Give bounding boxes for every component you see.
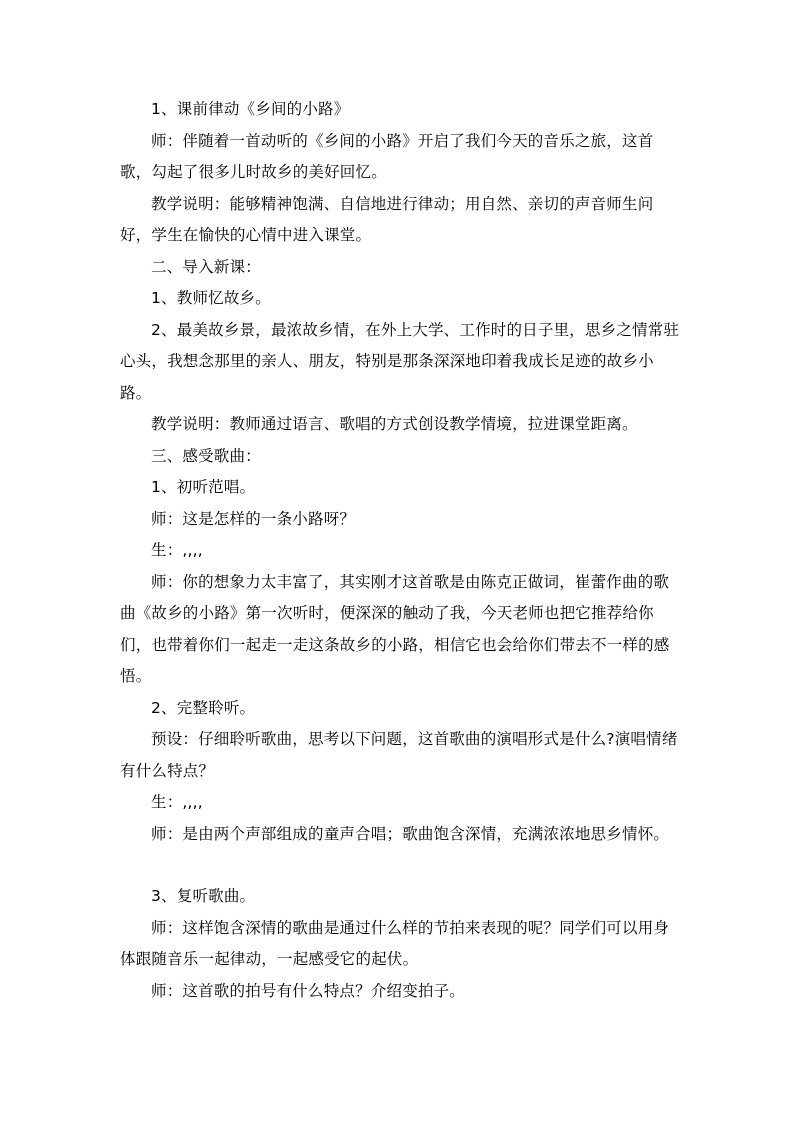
document-body <box>120 94 680 1007</box>
paragraph-repeat-listen: 3、复听歌曲。 <box>151 887 256 905</box>
paragraph-teacher-intro-song: 师：你的想象力太丰富了，其实刚才这首歌是由陈克正做词，崔蕾作曲的歌曲《故乡的小路》第一次听时，便深深的触动了我，今天老师也把它推荐给你们，也带着你们一起走一走这条故乡的小路，相信它也会给你们带去不一样的感悟。 <box>120 572 670 685</box>
paragraph-teacher-meter-question: 师：这首歌的拍号有什么特点？介绍变拍子。 <box>151 981 466 1000</box>
paragraph-section-3-heading: 三、感受歌曲： <box>151 446 261 465</box>
paragraph-teacher-recalls: 1、教师忆故乡。 <box>151 289 271 307</box>
paragraph-teaching-note-1: 教学说明：能够精神饱满、自信地进行律动；用自然、亲切的声音师生问好，学生在愉快的心情中进入课堂。 <box>120 194 654 244</box>
paragraph-teacher-question-1: 师：这是怎样的一条小路呀？ <box>151 509 356 528</box>
paragraph-teacher-opening: 师：伴随着一首动听的《乡间的小路》开启了我们今天的音乐之旅，这首歌，勾起了很多儿时故乡的美好回忆。 <box>120 131 654 181</box>
paragraph-first-listen: 1、初听范唱。 <box>151 478 256 496</box>
paragraph-warmup-heading: 1、课前律动《乡间的小路》 <box>151 100 350 118</box>
paragraph-teaching-note-2: 教学说明：教师通过语言、歌唱的方式创设教学情境，拉进课堂距离。 <box>151 415 638 433</box>
paragraph-student-answer-2: 生：,,,, <box>151 793 203 811</box>
paragraph-teacher-summary: 师：是由两个声部组成的童声合唱；歌曲饱含深情，充满浓浓地思乡情怀。 <box>151 824 670 843</box>
paragraph-hometown-scenery: 2、最美故乡景，最浓故乡情，在外上大学、工作时的日子里，思乡之情常驻心头，我想念那里的亲人、朋友，特别是那条深深地印着我成长足迹的故乡小路。 <box>120 320 680 402</box>
paragraph-full-listen: 2、完整聆听。 <box>151 698 256 717</box>
paragraph-student-answer-1: 生：,,,, <box>151 541 203 559</box>
paragraph-section-2-heading: 二、导入新课： <box>151 257 261 276</box>
paragraph-teacher-rhythm-question: 师：这样饱含深情的歌曲是通过什么样的节拍来表现的呢？同学们可以用身体跟随音乐一起律动，一起感受它的起伏。 <box>120 918 670 968</box>
paragraph-preset-questions: 预设：仔细聆听歌曲，思考以下问题，这首歌曲的演唱形式是什么?演唱情绪有什么特点？ <box>120 730 678 780</box>
